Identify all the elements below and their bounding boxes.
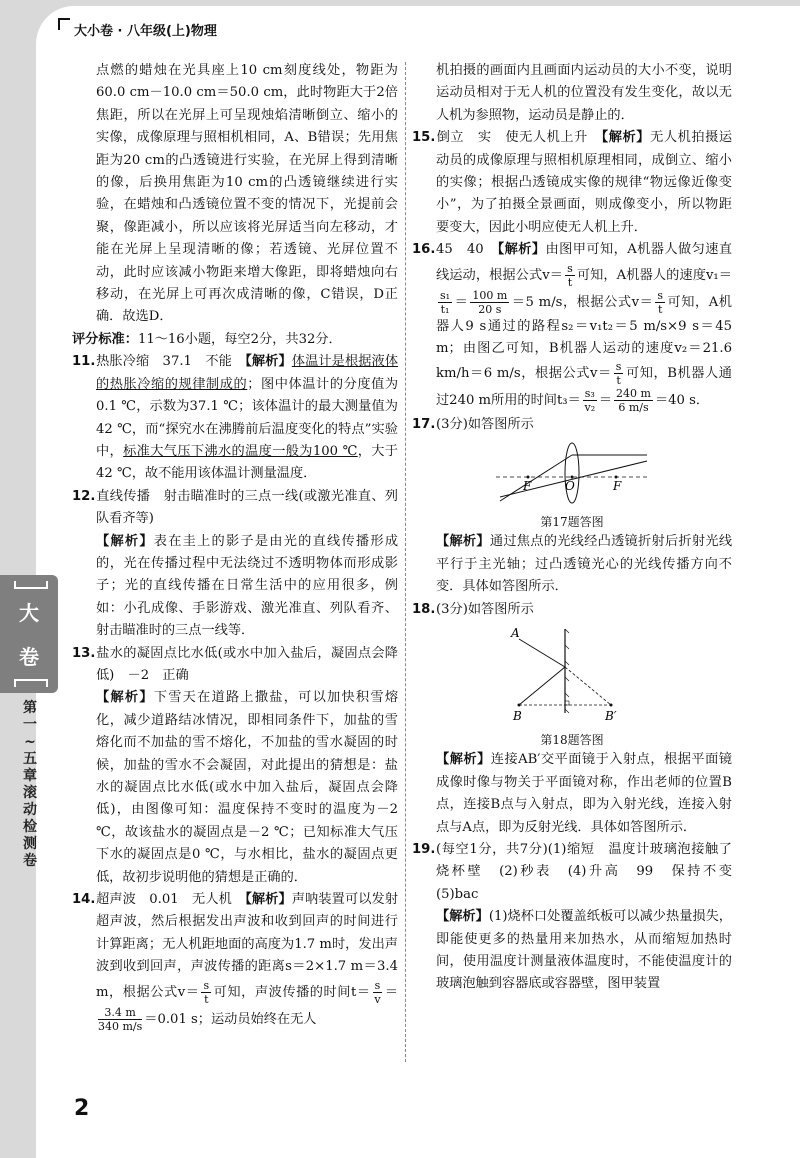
q14-tag: 【解析】	[245, 892, 292, 908]
q11-number: 11.	[72, 354, 96, 370]
q17-label-o: O	[565, 478, 575, 493]
q10-continuation: 点燃的蜡烛在光具座上10 cm刻度线处，物距为60.0 cm－10.0 cm＝50.0 cm，此时物距大于2倍焦距，所以在光屏上可呈现烛焰清晰倒立、缩小的实像，成像原理与照相机相同，A、B错误；先用焦距为20 cm的凸透镜进行实验，在光屏上得到清晰的像，后换用焦距为10 cm的凸透镜继续进行实验，在蜡烛和凸透镜位置不变的情况下，光提前会聚，像距减小，所以应该将光屏适当向左移动，才能在光屏上呈现清晰的像；若透镜、光屏位置不动，此时应该减小物距来增大像距，即将蜡烛向右移动，在光屏上可再次成清晰的像，C错误，D正确．故选D．	[96, 63, 398, 325]
side-vertical-char: 一	[23, 717, 37, 733]
side-vertical-text	[2, 700, 58, 870]
q12-number: 12.	[72, 488, 96, 504]
q16-text-5: ＝5 m/s，根据公式v＝	[511, 294, 654, 310]
q16	[412, 239, 732, 414]
q19-text: (1)烧杯口处覆盖纸板可以减少热量损失，即能使更多的热量用来加热水，从而缩短加热时间，使用温度计测量液体温度时，不能使温度计的玻璃泡触到容器底或容器壁，图甲装置	[436, 909, 732, 992]
q17-figure	[412, 441, 732, 513]
q14-text-1: 声呐装置可以发射超声波，然后根据发出声波和收到回声的时间进行计算距离；无人机距地面的高度为1.7 m时，发出声波到收到回声，声波传播的距离s＝2×1.7 m＝3.4 m，根据公式v＝	[96, 892, 399, 1000]
side-vertical-char: ~	[24, 734, 36, 750]
q11-text-1: ；图中体温计的分度值为0.1 ℃，示数为37.1 ℃；该体温计的最大测量值为42 ℃，而“探究水在沸腾前后温度变化的特点”实验中，	[96, 376, 399, 459]
q11	[72, 351, 398, 485]
q17-text: 通过焦点的光线经凸透镜折射后折射光线平行于主光轴；过凸透镜光心的光线传播方向不变．具体如答图所示．	[436, 534, 733, 595]
fraction-s3-over-v2: $\frac{\text{s₃}}{\text{v₂}}$	[584, 387, 596, 415]
q16-text-9: ＝40 s．	[654, 393, 710, 409]
q14-text-3: ＝	[384, 984, 398, 1000]
q16-text-1: 由图甲可知，A机器人做匀速直线运动，根据公式v＝	[436, 242, 733, 283]
q14-number: 14.	[72, 892, 96, 908]
q18-analysis	[412, 749, 732, 839]
q17-number: 17.	[412, 417, 436, 433]
q11-underline-1: 体温计是根据液体的热胀冷缩的规律制成的	[96, 354, 399, 392]
fraction-34-over-340: $\frac{3.4 m}{340 m/s}$	[98, 1005, 143, 1033]
fraction-s-over-t-3: $\frac{s}{t}$	[615, 360, 622, 388]
page-number: 2	[74, 1096, 90, 1121]
q11-tag: 【解析】	[245, 354, 292, 370]
fraction-s1-over-t1: $\frac{\text{s₁}}{\text{t₁}}$	[440, 288, 451, 316]
q14-answer: 超声波 0.01 无人机	[96, 892, 232, 908]
q11-text-2: ，大于42 ℃，故不能用该体温计测量温度．	[96, 443, 398, 482]
q17-analysis	[412, 531, 732, 598]
q16-text-3: v₁＝	[705, 267, 732, 283]
q17	[412, 414, 732, 436]
fraction-s-over-t: $\frac{s}{t}$	[203, 978, 210, 1006]
q15-tag: 【解析】	[601, 130, 651, 146]
q12-answer: 直线传播 射击瞄准时的三点一线(或激光准直、列队看齐等)	[96, 488, 398, 527]
q13-analysis	[72, 687, 398, 889]
fraction-240m-over-6ms: $\frac{240 m}{6 m/s}$	[616, 387, 651, 415]
q18-label-a: A	[511, 625, 520, 640]
q15-answer: 倒立 实 使无人机上升	[436, 130, 588, 146]
fraction-s-over-t: $\frac{s}{t}$	[567, 261, 573, 289]
q12	[72, 486, 398, 531]
q17-label-f-left: F	[523, 478, 532, 493]
q15-text: 无人机拍摄运动员的成像原理与照相机原理相同，成倒立、缩小的实像；根据凸透镜成实像的规律“物远像近像变小”，为了拍摄全景画面，则成像变小，所以物距要变大，因此小明应使无人机上升．	[436, 130, 733, 235]
q16-text-2: 可知，A机器人的速度	[576, 267, 706, 283]
side-tab	[0, 575, 58, 693]
q18-tag: 【解析】	[436, 752, 491, 768]
q15	[412, 127, 732, 239]
q12-analysis	[72, 531, 398, 643]
page-header: 大小卷 · 八年级(上)物理	[74, 24, 217, 39]
fraction-100m-over-20s: $\frac{100 m}{20 s}$	[472, 288, 508, 316]
q18-figure	[412, 625, 732, 731]
q14-continuation: 机拍摄的画面内且画面内运动员的大小不变，说明运动员相对于无人机的位置没有发生变化，故以无人机为参照物，运动员是静止的．	[436, 63, 732, 123]
score-standard	[72, 329, 398, 351]
q16-text-6: 可知，A机器人9 s通过的路程s₂＝v₁t₂＝5 m/s×9 s＝45 m；由图乙可知，B机器人运动的速度v₂＝21.6 km/h＝6 m/s，根据公式v＝	[436, 294, 732, 382]
q16-text-7: 可知，B机器人通过240 m所用的时间t₃＝	[436, 366, 732, 409]
q18-label-b-prime: B′	[605, 708, 617, 723]
q13-text: 下雪天在道路上撒盐，可以加快积雪熔化，减少道路结冰情况，即相同条件下，加盐的雪熔化而不加盐的雪不熔化，不加盐的雪水凝固的时候，加盐的雪水不会凝固，对此提出的猜想是：盐水的凝固点比水低(或水中加入盐后，凝固点会降低)，由图像可知：温度保持不变时的温度为－2 ℃，故该盐水的凝固点是－2 ℃；已知标准大气压下水的凝固点是0 ℃，与水相比，盐水的凝固点更低，故初步说明他的猜想是正确的．	[96, 690, 399, 885]
q16-tag: 【解析】	[497, 242, 546, 258]
q13	[72, 643, 398, 688]
q13-number: 13.	[72, 645, 96, 661]
q18	[412, 599, 732, 621]
right-column	[412, 60, 746, 996]
side-tab-char-2: 卷	[19, 645, 39, 669]
q13-tag: 【解析】	[96, 690, 154, 706]
q14	[72, 889, 398, 1033]
q15-number: 15.	[412, 130, 436, 146]
q18-answer: (3分)如答图所示	[436, 601, 534, 617]
q12-text: 表在圭上的影子是由光的直线传播形成的，光在传播过程中无法绕过不透明物体而形成影子；光的直线传播在日常生活中的应用很多，例如：小孔成像、手影游戏、激光准直、列队看齐、射击瞄准时的三点一线等．	[96, 533, 399, 639]
q14-text-2: 可知，声波传播的时间t＝	[213, 984, 371, 1000]
q13-answer: 盐水的凝固点比水低(或水中加入盐后，凝固点会降低) －2 正确	[96, 645, 398, 683]
corner-mark	[58, 18, 70, 30]
q19-answer: (每空1分，共7分)(1)缩短 温度计玻璃泡接触了烧杯壁 (2)秒表 (4)升高 99 保持不变 (5)bac	[436, 841, 746, 902]
side-vertical-char: 五	[23, 751, 37, 767]
fraction-s-over-t-2: $\frac{s}{t}$	[657, 288, 663, 316]
q17-label-f-right: F	[613, 478, 622, 493]
q12-tag: 【解析】	[96, 533, 154, 549]
q19-number: 19.	[412, 841, 436, 857]
q16-text-4: ＝	[454, 294, 469, 310]
side-vertical-char: 第	[23, 700, 37, 716]
bracket-top	[14, 581, 48, 589]
q16-answer: 45 40	[436, 242, 484, 258]
q17-answer: (3分)如答图所示	[436, 417, 534, 433]
score-text: 11～16小题，每空2分，共32分．	[137, 331, 342, 347]
bracket-bottom	[14, 679, 48, 687]
side-vertical-char: 检	[23, 819, 37, 835]
side-tab-char-1: 大	[19, 601, 39, 625]
fraction-s-over-v: $\frac{s}{v}$	[374, 978, 381, 1006]
q17-caption: 第17题答图	[540, 515, 604, 530]
q16-number: 16.	[412, 242, 436, 258]
side-vertical-char: 动	[23, 802, 37, 818]
q17-tag: 【解析】	[436, 534, 490, 550]
side-vertical-char: 章	[23, 768, 37, 784]
side-vertical-char: 卷	[23, 853, 37, 869]
side-vertical-char: 滚	[23, 785, 37, 801]
q18-number: 18.	[412, 601, 436, 617]
score-label: 评分标准：	[72, 331, 138, 347]
q19	[412, 839, 746, 906]
q18-text: 连接AB′交平面镜于入射点，根据平面镜成像时像与物关于平面镜对称，作出老师的位置B点，连接B点与入射点，即为入射光线，连接入射点与A点，即为反射光线．具体如答图所示．	[436, 752, 732, 835]
q18-label-b: B	[513, 708, 522, 723]
column-divider	[405, 62, 406, 1062]
q17-lens-diagram	[492, 441, 652, 505]
side-vertical-char: 测	[23, 836, 37, 852]
q18-caption: 第18题答图	[540, 733, 604, 748]
q11-underline-2: 标准大气压下沸水的温度一般为100 ℃	[123, 443, 358, 459]
q18-mirror-diagram	[507, 625, 637, 723]
q19-analysis	[412, 906, 732, 996]
q11-answer: 热胀冷缩 37.1 不能	[96, 354, 232, 370]
left-column	[72, 60, 398, 1033]
q16-text-8: ＝	[598, 393, 613, 409]
q14-text-4: ＝0.01 s；运动员始终在无人	[144, 1011, 317, 1027]
q19-tag: 【解析】	[436, 909, 489, 925]
